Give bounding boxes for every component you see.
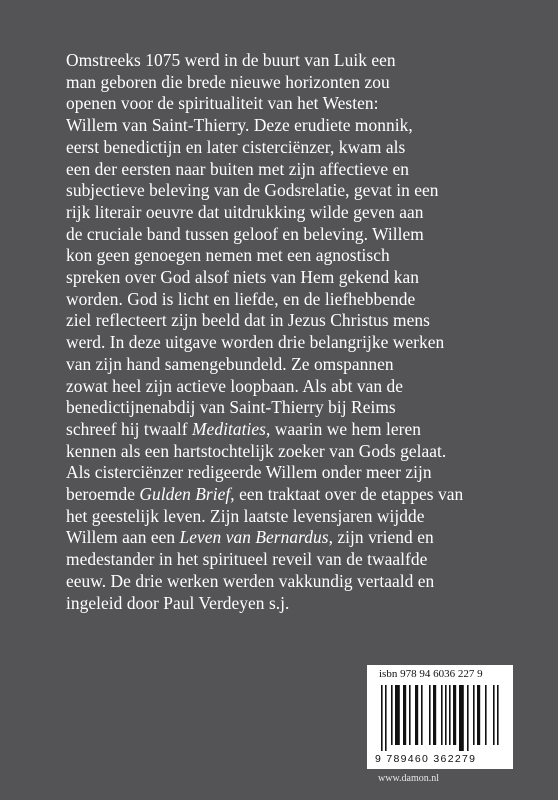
- blurb-line: [66, 245, 506, 267]
- blurb-line: [66, 50, 506, 72]
- blurb-line-text: eerst benedictijn en later cisterciënzer, kwam als: [66, 136, 406, 157]
- blurb-line: [66, 484, 506, 506]
- blurb-line-title: Gulden Brief: [139, 484, 231, 505]
- blurb-line-text: spreken over God alsof niets van Hem gekend kan: [66, 267, 419, 288]
- blurb-line: [66, 310, 506, 332]
- blurb-line-text: Willem van Saint-Thierry. Deze erudiete monnik,: [66, 115, 413, 136]
- blurb-line-text: zowat heel zijn actieve loopbaan. Als abt van de: [66, 375, 404, 396]
- blurb-line: [66, 506, 506, 528]
- blurb-line-text: ziel reflecteert zijn beeld dat in Jezus Christus mens: [66, 310, 430, 331]
- isbn-barcode-box: [367, 665, 513, 769]
- blurb-line-text: , zijn vriend en: [328, 527, 434, 548]
- blurb-line: [66, 224, 506, 246]
- blurb-line: [66, 93, 506, 115]
- blurb-line: [66, 376, 506, 398]
- blurb-line-text: eeuw. De drie werken werden vakkundig vertaald en: [66, 570, 435, 591]
- blurb-line: [66, 137, 506, 159]
- blurb-line: [66, 441, 506, 463]
- blurb-line: [66, 72, 506, 94]
- barcode-bar: [441, 685, 443, 745]
- blurb-line-title: Meditaties: [192, 418, 266, 439]
- blurb-line-text: werd. In deze uitgave worden drie belangrijke werken: [66, 332, 445, 353]
- barcode-bar: [433, 685, 436, 745]
- blurb-line: [66, 289, 506, 311]
- barcode-bar: [395, 685, 400, 745]
- barcode-bar: [403, 685, 406, 745]
- barcode-bar: [497, 685, 499, 745]
- barcode-bar: [467, 685, 469, 751]
- blurb-line-text: rijk literair oeuvre dat uitdrukking wilde geven aan: [66, 201, 424, 222]
- blurb-line: [66, 332, 506, 354]
- blurb-line-text: een der eersten naar buiten met zijn affectieve en: [66, 158, 410, 179]
- barcode-icon: [381, 685, 503, 751]
- barcode-bar: [381, 685, 383, 751]
- blurb-line-text: het geestelijk leven. Zijn laatste levensjaren wijdde: [66, 505, 425, 526]
- blurb-line-text: Als cisterciënzer redigeerde Willem onder meer zijn: [66, 462, 432, 483]
- blurb-line-text: de cruciale band tussen geloof en beleving. Willem: [66, 223, 424, 244]
- blurb-line-text: schreef hij twaalf: [66, 418, 193, 439]
- barcode-number: 9 789460 362279: [375, 753, 477, 765]
- blurb-line-text: benedictijnenabdij van Saint-Thierry bij Reims: [66, 397, 396, 418]
- barcode-bar: [421, 685, 423, 745]
- blurb-line-text: , een traktaat over de etappes van: [230, 484, 464, 505]
- blurb-line: [66, 202, 506, 224]
- blurb-line: [66, 115, 506, 137]
- blurb-line-text: kon geen genoegen nemen met een agnostisch: [66, 245, 390, 266]
- blurb-line-text: worden. God is licht en liefde, en de liefhebbende: [66, 288, 416, 309]
- blurb-line: [66, 571, 506, 593]
- blurb-line: [66, 267, 506, 289]
- barcode-bar: [409, 685, 411, 745]
- blurb-line: [66, 419, 506, 441]
- barcode-bar: [493, 685, 495, 745]
- blurb-line: [66, 180, 506, 202]
- blurb-line: [66, 159, 506, 181]
- blurb-line-text: , waarin we hem leren: [265, 418, 422, 439]
- blurb-text: [66, 50, 506, 614]
- barcode-bar: [485, 685, 487, 745]
- blurb-line-text: beroemde: [66, 484, 140, 505]
- blurb-line-text: subjectieve beleving van de Godsrelatie, gevat in een: [66, 180, 439, 201]
- blurb-line-text: man geboren die brede nieuwe horizonten zou: [66, 71, 390, 92]
- blurb-line-text: medestander in het spiritueel reveil van de twaalfde: [66, 549, 428, 570]
- blurb-line-text: van zijn hand samengebundeld. Ze omspannen: [66, 353, 394, 374]
- blurb-line: [66, 593, 506, 615]
- barcode-bar: [453, 685, 456, 745]
- barcode-bar: [477, 685, 480, 745]
- barcode-bar: [385, 685, 387, 751]
- blurb-line-text: openen voor de spiritualiteit van het Westen:: [66, 93, 379, 114]
- blurb-line: [66, 397, 506, 419]
- isbn-label: isbn 978 94 6036 227 9: [379, 668, 483, 680]
- barcode-bar: [449, 685, 451, 745]
- blurb-line-text: kennen als een hartstochtelijk zoeker van Gods gelaat.: [66, 440, 447, 461]
- blurb-line-text: Omstreeks 1075 werd in de buurt van Luik een: [66, 50, 396, 70]
- blurb-line: [66, 462, 506, 484]
- blurb-line-text: Willem aan een: [66, 527, 180, 548]
- blurb-line: [66, 549, 506, 571]
- blurb-line-title: Leven van Bernardus: [179, 527, 329, 548]
- barcode-bar: [429, 685, 431, 745]
- blurb-line-text: ingeleid door Paul Verdeyen s.j.: [66, 592, 290, 613]
- barcode-bar: [473, 685, 475, 745]
- publisher-website: www.damon.nl: [378, 773, 440, 784]
- blurb-line: [66, 527, 506, 549]
- barcode-bar: [445, 685, 447, 745]
- barcode-bar: [415, 685, 418, 745]
- barcode-bar: [391, 685, 393, 745]
- barcode-bar: [459, 685, 464, 751]
- blurb-line: [66, 354, 506, 376]
